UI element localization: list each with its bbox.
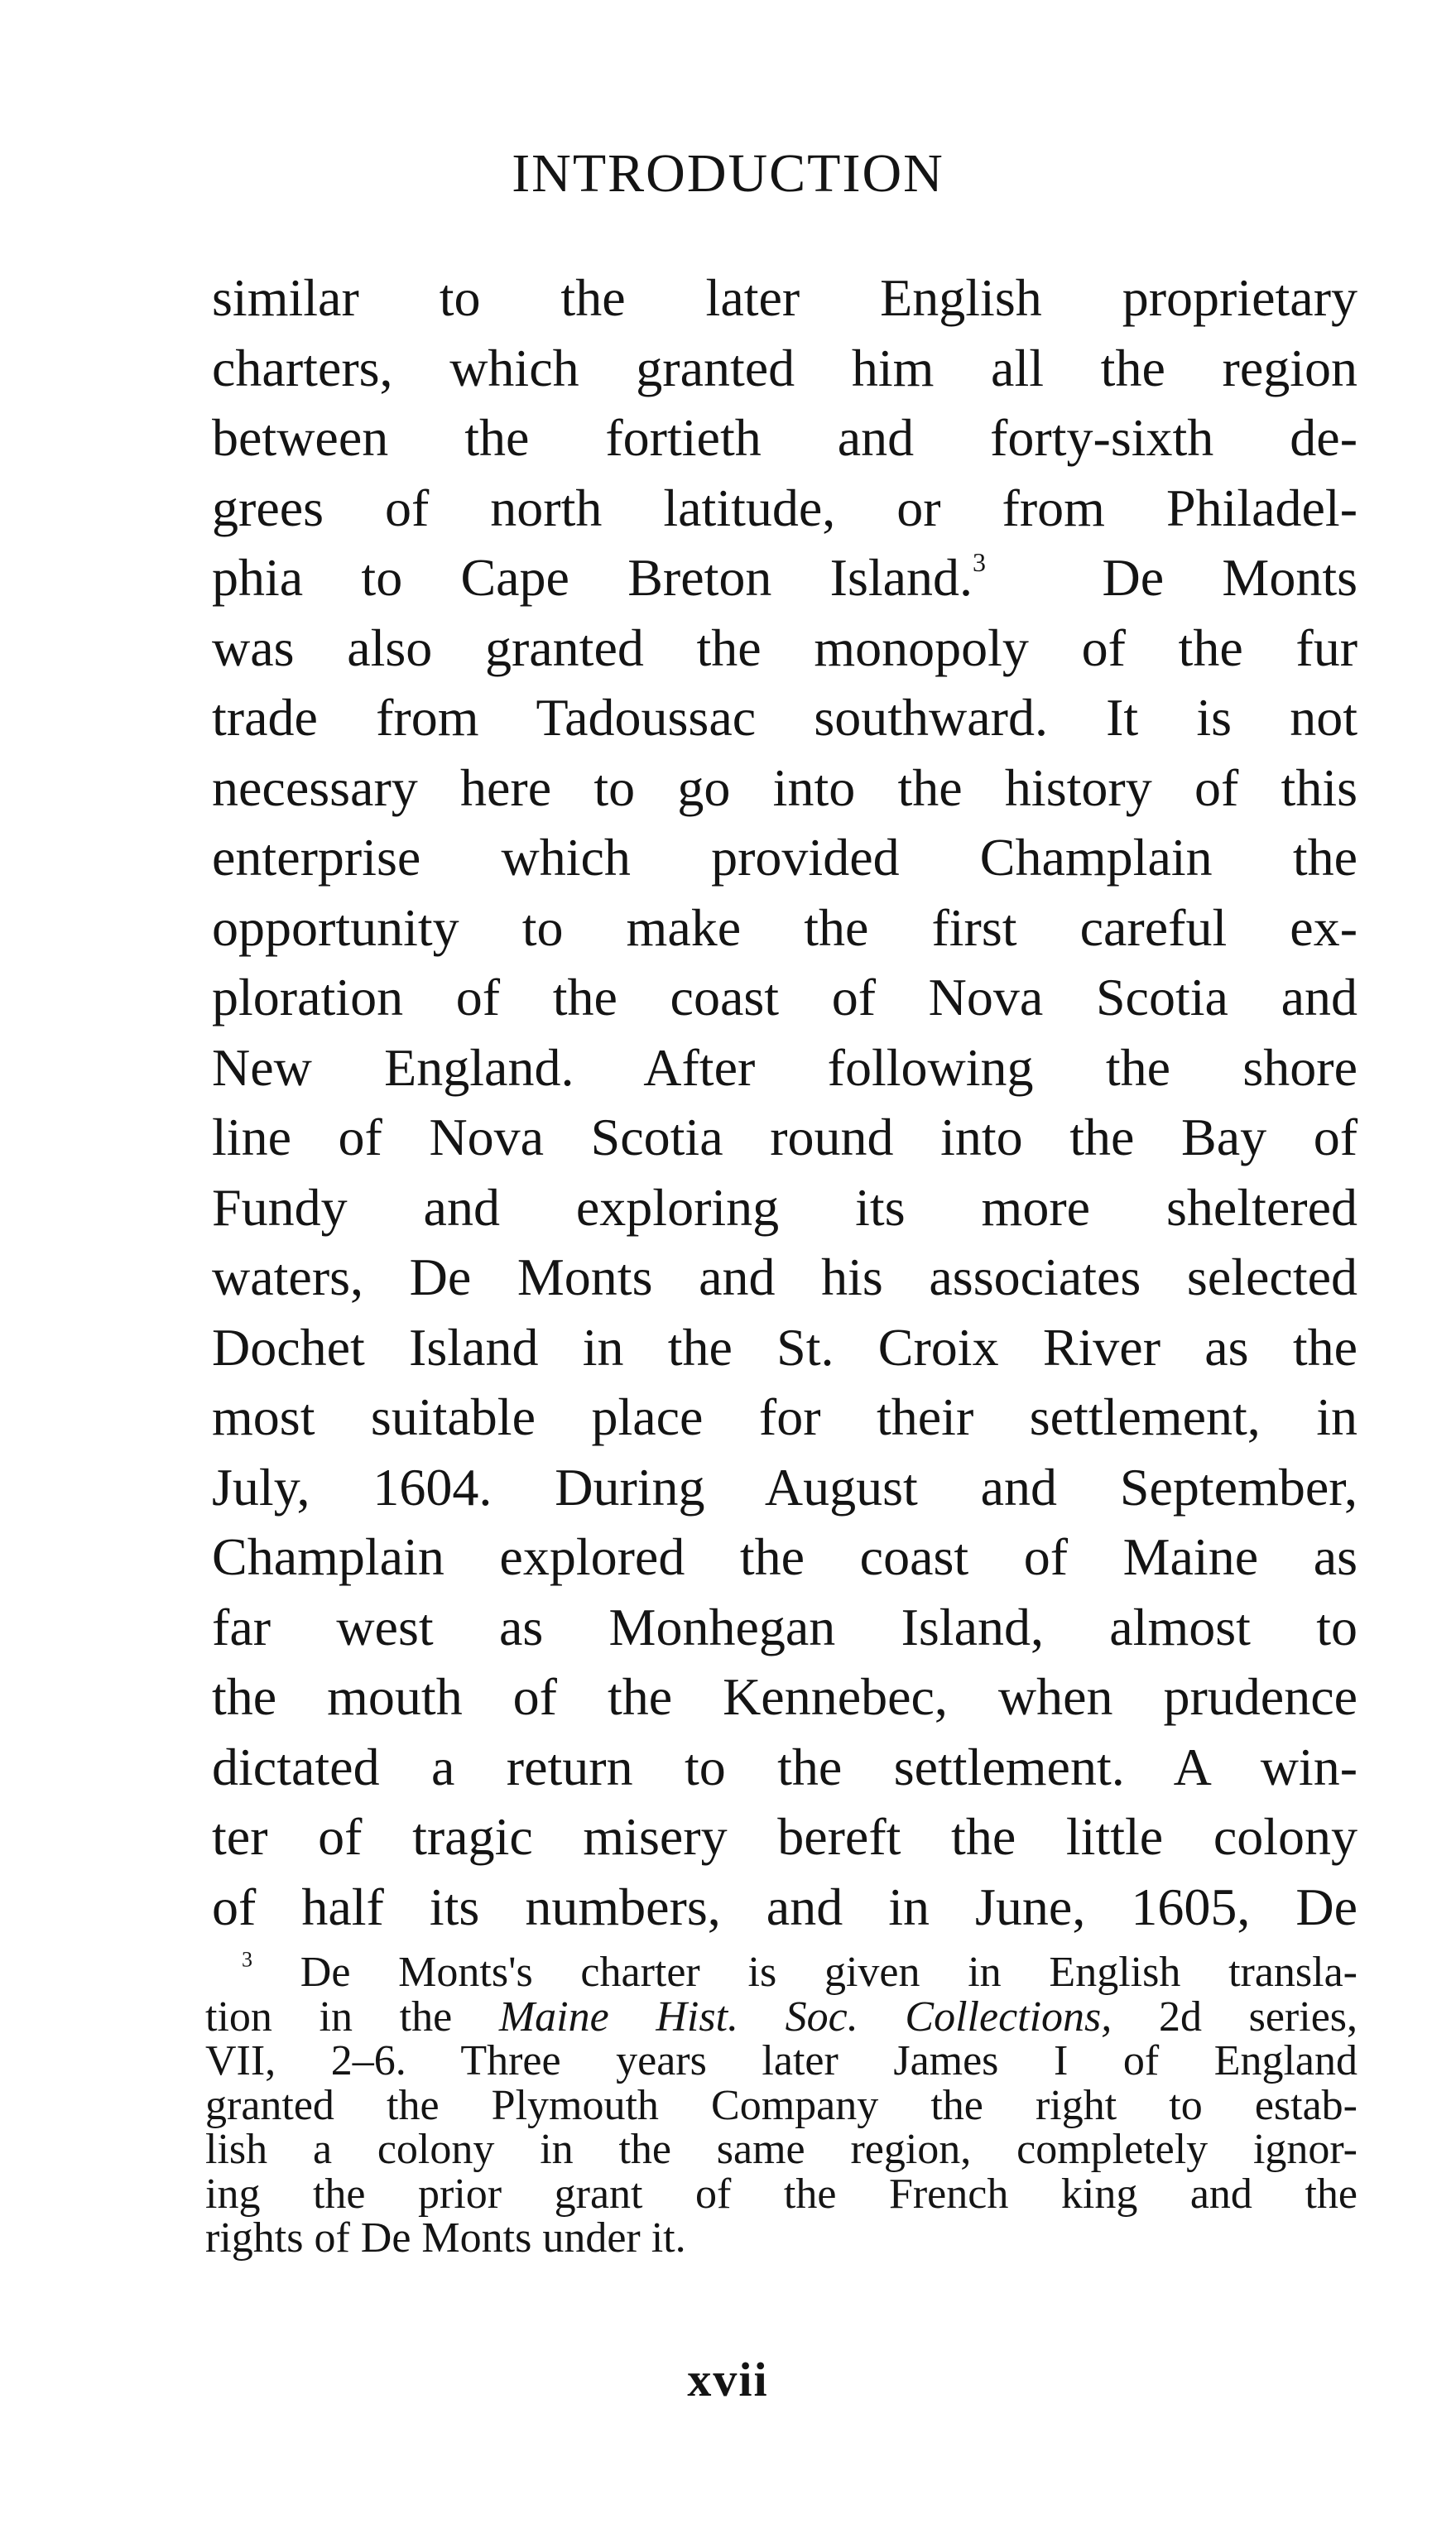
footnote-line: rights of De Monts under it. (205, 2214, 686, 2262)
body-line: July, 1604. During August and September, (212, 1457, 1357, 1517)
running-head: INTRODUCTION (512, 143, 944, 204)
footnote-line (205, 1995, 1357, 2040)
body-line-text: phia to Cape Breton Island. (212, 548, 973, 607)
footnote-text: 2d series, (1158, 1993, 1358, 2041)
body-line: New England. After following the shore (212, 1037, 1357, 1097)
footnote-line: lish a colony in the same region, completely ignor- (205, 2126, 1357, 2173)
body-line: was also granted the monopoly of the fur (212, 618, 1357, 677)
body-line: the mouth of the Kennebec, when prudence (212, 1667, 1357, 1726)
body-line: of half its numbers, and in June, 1605, De (212, 1877, 1357, 1936)
body-line-tail: De Monts (1102, 548, 1358, 607)
body-line: grees of north latitude, or from Philadel- (212, 478, 1357, 537)
footnote-line (205, 1947, 1357, 1996)
page-number: xvii (687, 2353, 769, 2406)
footnote-line: ing the prior grant of the French king and the (205, 2170, 1357, 2218)
footnote-line-text: De Monts's charter is given in English transla- (300, 1949, 1357, 1996)
footnote-line: VII, 2–6. Three years later James I of England (205, 2037, 1357, 2084)
footnote-line: granted the Plymouth Company the right to estab- (205, 2081, 1357, 2129)
body-line: similar to the later English proprietary (212, 268, 1357, 327)
body-line: necessary here to go into the history of this (212, 757, 1357, 817)
body-line: Fundy and exploring its more sheltered (212, 1177, 1357, 1237)
footnote (205, 1947, 1358, 2262)
body-line: Dochet Island in the St. Croix River as the (212, 1317, 1357, 1377)
body-line: far west as Monhegan Island, almost to (212, 1597, 1357, 1656)
body-line: Champlain explored the coast of Maine as (212, 1527, 1357, 1586)
body-line-with-ref (212, 543, 1357, 613)
body-line: opportunity to make the first careful ex- (212, 897, 1357, 957)
footnote-citation: Maine Hist. Soc. Collections, (498, 1993, 1112, 2041)
footnote-ref-mark: 3 (973, 547, 987, 578)
body-line: most suitable place for their settlement, in (212, 1387, 1357, 1446)
body-line: dictated a return to the settlement. A win- (212, 1737, 1357, 1796)
body-text (212, 263, 1357, 1942)
body-line: line of Nova Scotia round into the Bay of (212, 1108, 1357, 1166)
body-line: enterprise which provided Champlain the (212, 828, 1357, 887)
footnote-text: tion in the (205, 1993, 453, 2041)
body-line: trade from Tadoussac southward. It is not (212, 688, 1357, 747)
body-line: charters, which granted him all the region (212, 338, 1357, 397)
body-line: waters, De Monts and his associates selected (212, 1248, 1357, 1306)
body-line: ploration of the coast of Nova Scotia and (212, 968, 1357, 1026)
footnote-mark: 3 (242, 1947, 252, 1972)
body-line: ter of tragic misery bereft the little colony (212, 1807, 1357, 1866)
body-line: between the fortieth and forty-sixth de- (212, 408, 1357, 467)
